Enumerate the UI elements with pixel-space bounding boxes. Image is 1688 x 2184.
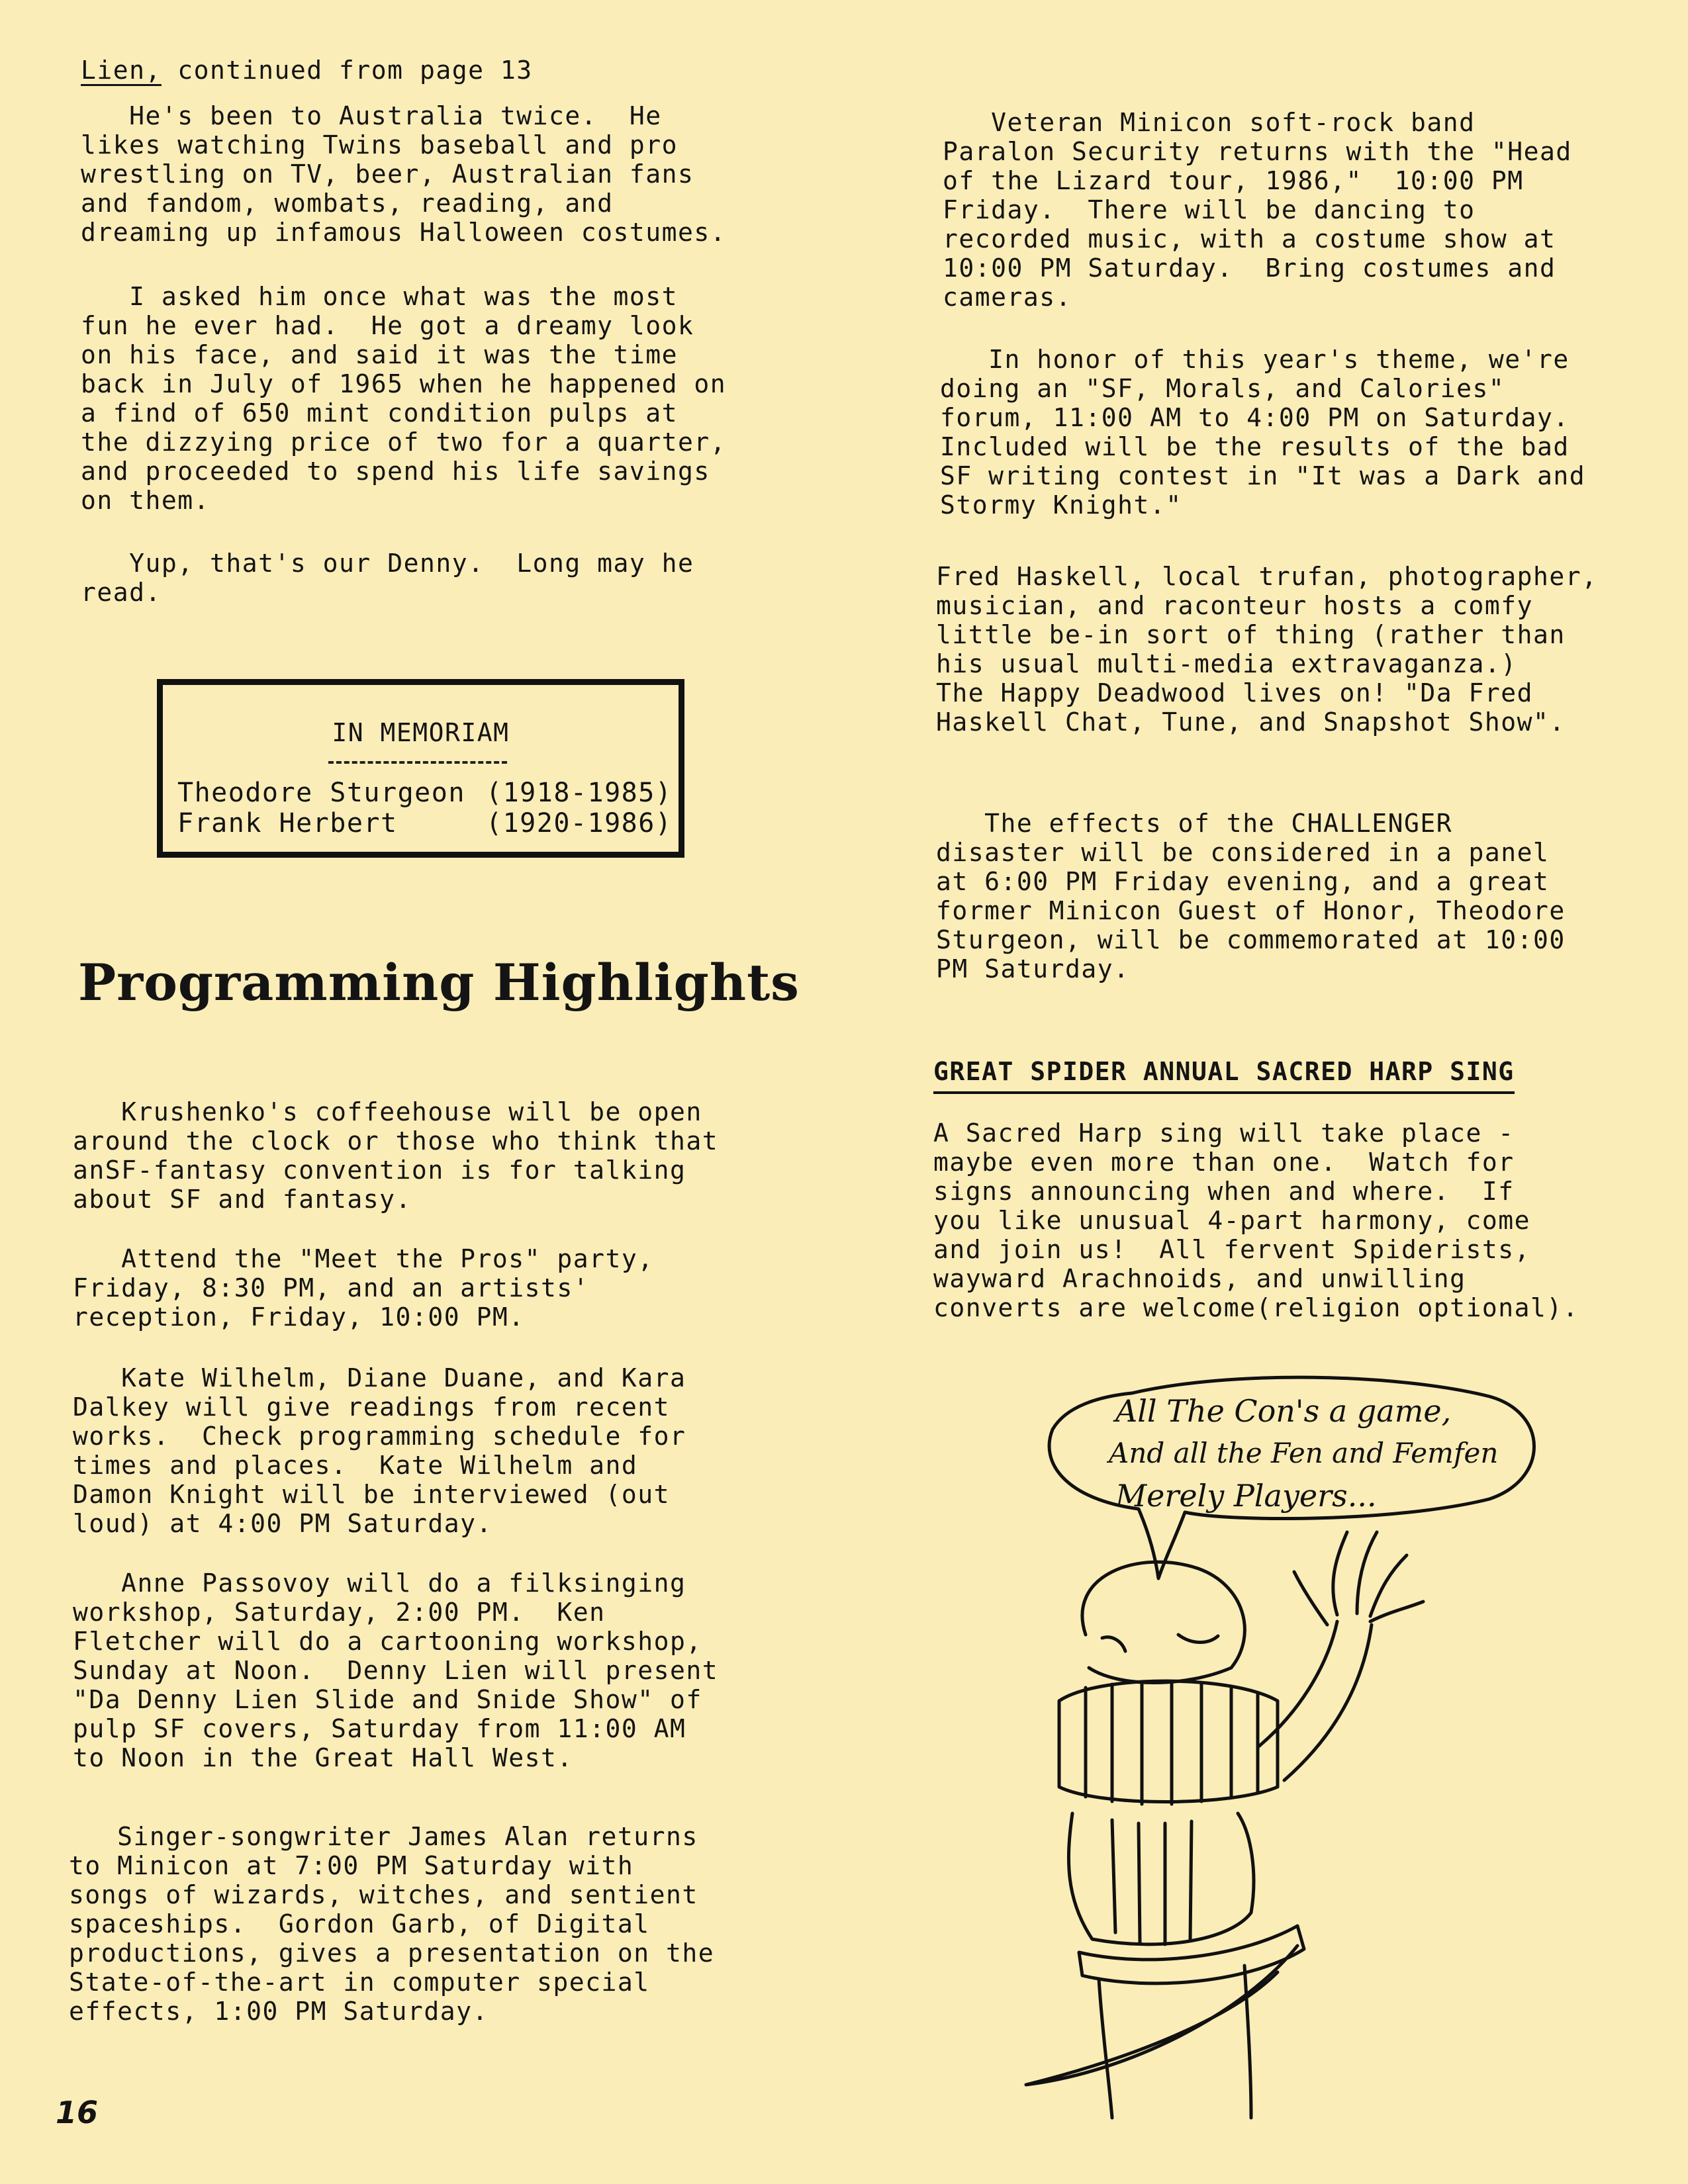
memoriam-entry [177,778,673,808]
memoriam-name: Frank Herbert [177,808,398,839]
theme-forum-paragraph: In honor of this year's theme, we're doing an "SF, Morals, and Calories" forum, 11:00 AM to 4:00 PM on Saturday. Included will be the results of the bad SF writing contest in "It was a Dark and Stormy Knight." [940,345,1586,520]
lien-paragraph-1: He's been to Australia twice. He likes watching Twins baseball and pro wrestling on TV, beer, Australian fans and fandom, wombats, reading, and dreaming up infamous Halloween costumes. [81,101,727,247]
in-memoriam-divider [328,761,507,764]
continued-line [81,56,533,85]
in-memoriam-title: IN MEMORIAM [332,718,510,747]
speech-line-2: And all the Fen and Femfen [1109,1437,1499,1469]
challenger-paragraph: The effects of the CHALLENGER disaster will be considered in a panel at 6:00 PM Friday evening, and a great former Minicon Guest of Honor, Theodore Sturgeon, will be commemorated at 10:00 PM Saturday. [936,809,1566,983]
memoriam-name: Theodore Sturgeon [177,778,465,808]
jester-cartoon [966,1357,1562,2124]
continued-name: Lien, [81,56,162,85]
lien-paragraph-3: Yup, that's our Denny. Long may he read. [81,549,694,607]
page-number: 16 [56,2095,99,2130]
program-paragraph-4: Anne Passovoy will do a filksinging workshop, Saturday, 2:00 PM. Ken Fletcher will do a cartooning workshop, Sunday at Noon. Denny Lien will present "Da Denny Lien Slide and Snide Show" of pulp SF covers, Saturday from 11:00 AM to Noon in the Great Hall West. [73,1569,719,1772]
program-paragraph-2: Attend the "Meet the Pros" party, Friday, 8:30 PM, and an artists' reception, Friday, 10:00 PM. [73,1244,654,1332]
lien-paragraph-2: I asked him once what was the most fun he ever had. He got a dreamy look on his face, and said it was the time back in July of 1965 when he happened on a find of 650 mint condition pulps at the dizzying price of two for a quarter, and proceeded to spend his life savings on them. [81,282,727,515]
speech-line-1: All The Con's a game, [1115,1393,1452,1429]
in-memoriam-box [157,679,684,858]
program-paragraph-1: Krushenko's coffeehouse will be open around the clock or those who think that anSF-fantasy convention is for talking about SF and fantasy. [73,1097,719,1214]
memoriam-entry [177,808,673,839]
speech-line-3: Merely Players... [1115,1478,1377,1514]
program-paragraph-3: Kate Wilhelm, Diane Duane, and Kara Dalkey will give readings from recent works. Check programming schedule for times and places. Kate Wilhelm and Damon Knight will be interviewed (out loud) at 4:00 PM Saturday. [73,1363,686,1538]
programming-highlights-heading: Programming Highlights [78,953,800,1012]
memoriam-dates: (1920-1986) [486,808,673,839]
spider-sing-heading: GREAT SPIDER ANNUAL SACRED HARP SING [933,1057,1515,1094]
spider-sing-paragraph: A Sacred Harp sing will take place - maybe even more than one. Watch for signs announcing when and where. If you like unusual 4-part harmony, come and join us! All fervent Spiderists, wayward Arachnoids, and unwilling converts are welcome(religion optional). [933,1118,1579,1322]
program-paragraph-5: Singer-songwriter James Alan returns to Minicon at 7:00 PM Saturday with songs of wizards, witches, and sentient spaceships. Gordon Garb, of Digital productions, gives a presentation on the State-of-the-art in computer special effects, 1:00 PM Saturday. [69,1822,715,2026]
continued-text: continued from page 13 [161,56,533,85]
memoriam-dates: (1918-1985) [486,778,673,808]
band-paragraph: Veteran Minicon soft-rock band Paralon Security returns with the "Head of the Lizard tour, 1986," 10:00 PM Friday. There will be dancing to recorded music, with a costume show at 10:00 PM Saturday. Bring costumes and cameras. [943,108,1572,312]
fred-haskell-paragraph: Fred Haskell, local trufan, photographer, musician, and raconteur hosts a comfy little be-in sort of thing (rather than his usual multi-media extravaganza.) The Happy Deadwood lives on! "Da Fred Haskell Chat, Tune, and Snapshot Show". [936,562,1598,737]
